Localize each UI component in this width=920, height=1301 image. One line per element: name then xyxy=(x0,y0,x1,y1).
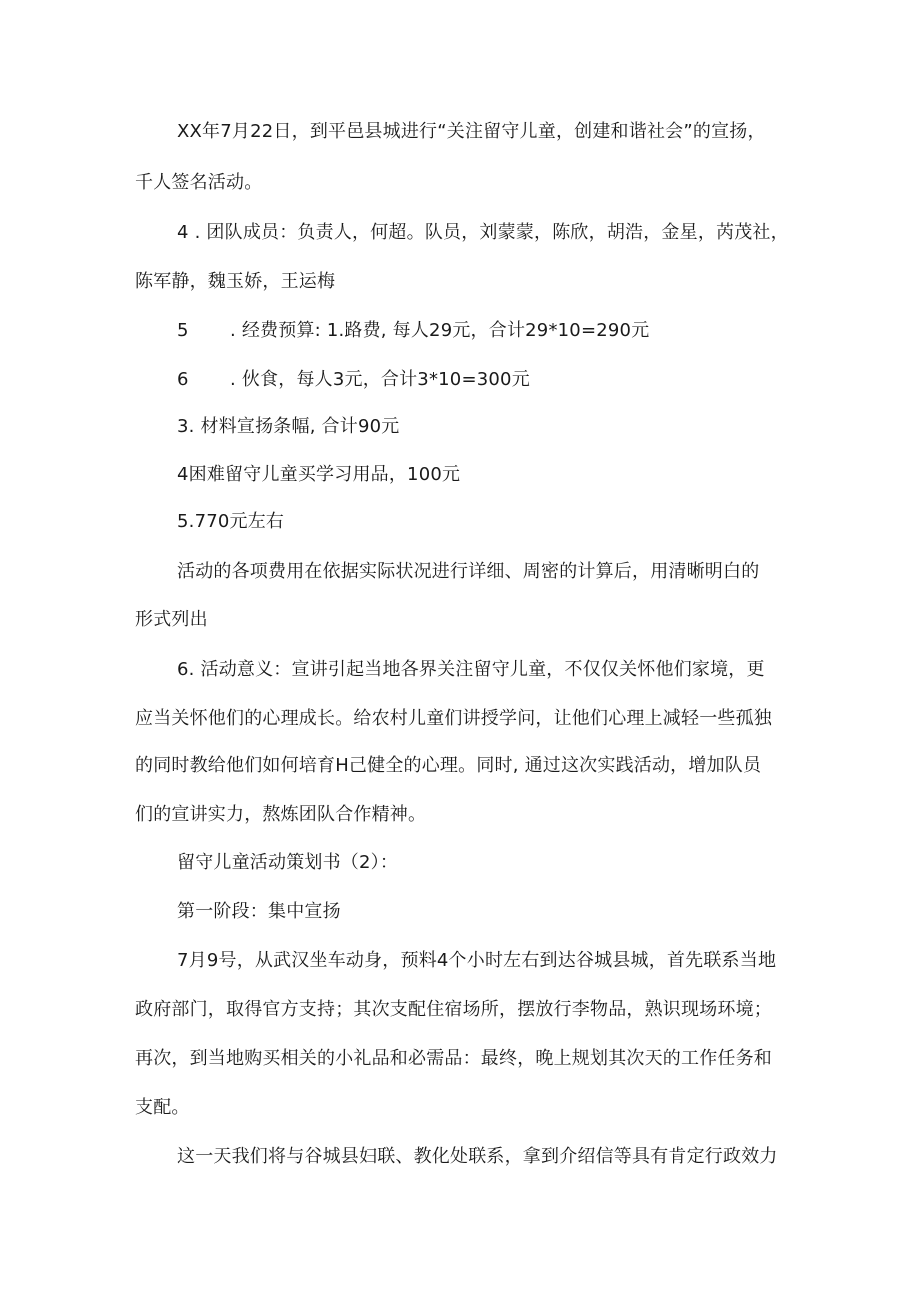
paragraph-line: 应当关怀他们的心理成长。给农村儿童们讲授学问，让他们心理上减轻一些孤独 xyxy=(135,708,772,729)
paragraph-line: 形式列出 xyxy=(135,609,208,630)
paragraph-line: 的同时教给他们如何培育H己健全的心理。同时, 通过这次实践活动，增加队员 xyxy=(135,755,762,776)
paragraph-line: 千人签名活动。 xyxy=(135,172,263,193)
paragraph-line: 4困难留守儿童买学习用品，100元 xyxy=(177,464,461,485)
paragraph-line: 政府部门，取得官方支持；其次支配住宿场所，摆放行李物品，熟识现场环境； xyxy=(135,999,772,1020)
paragraph-line: 4 . 团队成员：负责人，何超。队员，刘蒙蒙，陈欣，胡浩，金星，芮茂社， xyxy=(177,222,789,243)
paragraph-line: 7月9号，从武汉坐车动身，预料4个小时左右到达谷城县城，首先联系当地 xyxy=(177,950,777,971)
stage-heading: 第一阶段：集中宣扬 xyxy=(177,901,341,922)
list-number: 5 xyxy=(177,320,189,341)
paragraph-line: XX年7月22日，到平邑县城进行“关注留守儿童，创建和谐社会”的宣扬， xyxy=(177,121,766,142)
paragraph-line: 再次，到当地购买相关的小礼品和必需品：最终，晚上规划其次天的工作任务和 xyxy=(135,1048,772,1069)
paragraph-line: 3. 材料宣扬条幅, 合计90元 xyxy=(177,416,400,437)
section-heading: 留守儿童活动策划书（2）： xyxy=(177,852,399,873)
paragraph-line: 活动的各项费用在依据实际状况进行详细、周密的计算后，用清晰明白的 xyxy=(177,561,760,582)
paragraph-line: 陈军静，魏玉娇，王运梅 xyxy=(135,271,336,292)
list-number: 6 xyxy=(177,369,189,390)
paragraph-line: . 伙食，每人3元，合计3*10=300元 xyxy=(230,369,530,390)
paragraph-line: 这一天我们将与谷城县妇联、教化处联系，拿到介绍信等具有肯定行政效力 xyxy=(177,1146,778,1167)
paragraph-line: 们的宣讲实力，熬炼团队合作精神。 xyxy=(135,804,427,825)
paragraph-line: . 经费预算: 1.路费, 每人29元，合计29*10=290元 xyxy=(230,320,650,341)
paragraph-line: 6. 活动意义：宣讲引起当地各界关注留守儿童，不仅仅关怀他们家境，更 xyxy=(177,659,765,680)
paragraph-line: 支配。 xyxy=(135,1097,190,1118)
paragraph-line: 5.770元左右 xyxy=(177,511,285,532)
